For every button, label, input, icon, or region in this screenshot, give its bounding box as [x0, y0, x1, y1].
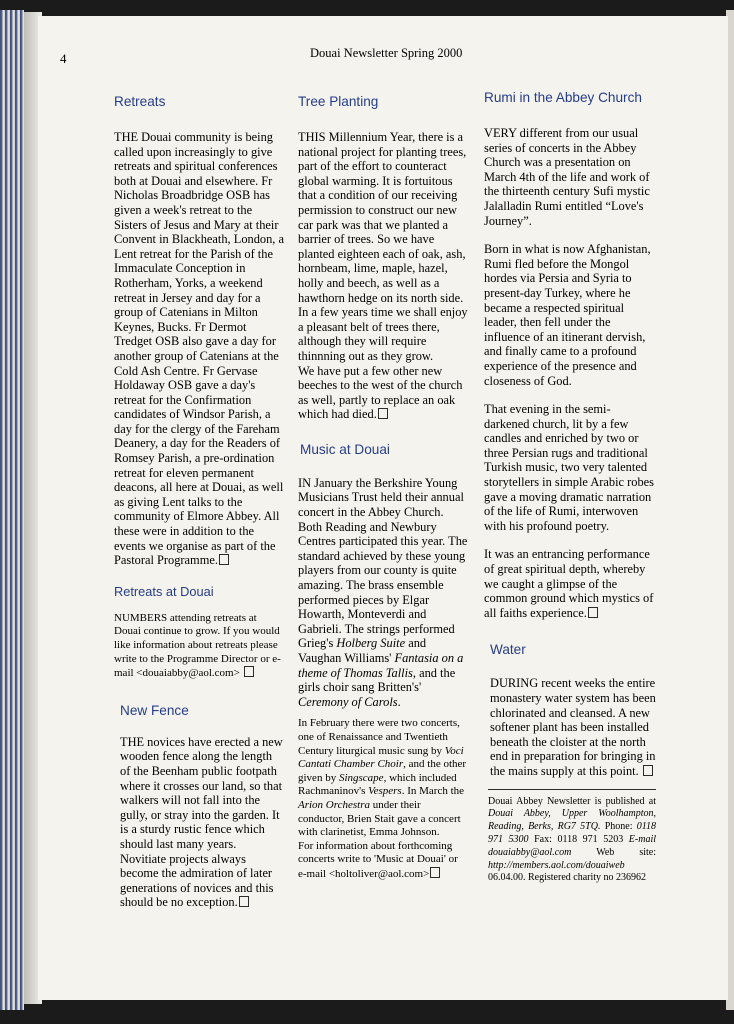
retreats-at-douai-text: NUMBERS attending retreats at Douai continue to grow. If you would like information about retreats please write to the Programme Director or e-mail <douaiabby@aol.com>: [114, 611, 281, 680]
rumi-text-3: That evening in the semi-darkened church, lit by a few candles and enriched by two or three Persian rugs and traditional Turkish music, two very talented storytellers in simple Arabic robes gave a moving dramatic narration of the life of Rumi, interwoven with his profound poetry.: [484, 402, 654, 533]
rumi-heading: Rumi in the Abbey Church: [484, 90, 642, 105]
new-fence-text: THE novices have erected a new wooden fence along the length of the Beenham public footpath where it crosses our land, so that walkers will not fall into the gully, or stray into the garden. It is a sturdy rustic fence which should last many years. Novitiate projects always become the admiration of later generations of novices and this should be no exception.: [120, 734, 283, 910]
running-head: Douai Newsletter Spring 2000: [310, 46, 463, 60]
retreats-heading: Retreats: [114, 94, 166, 109]
tree-planting-heading: Tree Planting: [298, 94, 379, 109]
column-left: [114, 94, 284, 920]
book-spine-edge: [0, 10, 24, 1010]
music-february-text: In February there were two concerts, one of Renaissance and Twentieth Century liturgical music sung by Voci Cantati Chamber Choir, and the other given by Singscape, which included Rachmaninov's Vespers. In March the Arion Orchestra under their conductor, Brien Stait gave a concert with clarinetist, Emma Johnson.: [298, 717, 467, 839]
end-mark-icon: [378, 408, 388, 419]
page-number: 4: [60, 51, 67, 66]
new-fence-heading: New Fence: [120, 702, 189, 718]
water-heading: Water: [490, 642, 526, 658]
music-text: IN January the Berkshire Young Musicians Trust held their annual concert in the Abbey Church. Both Reading and Newbury Centres participated this year. The standard achieved by these young players from our county is quite amazing. The brass ensemble performed pieces by Elgar Howarth, Monteverdi and Gabrieli. The strings performed Grieg's Holberg Suite and Vaughan Williams' Fantasia on a theme of Thomas Tallis, and the girls choir sang Britten's' Ceremony of Carols.: [298, 475, 468, 709]
tree-planting-text: THIS Millennium Year, there is a national project for planting trees, part of the effort to counteract global warming. It is fortuitous that a condition of our receiving permission to construct our new car park was that we planted a barrier of trees. So we have planted eighteen each of oak, ash, hornbeam, lime, maple, hazel, holly and beech, as well as a hawthorn hedge on its north side. In a few years time we shall enjoy a pleasant belt of trees there, although they will require thinnning out as they grow.: [298, 130, 468, 363]
publisher-footer: Douai Abbey Newsletter is published at Douai Abbey, Upper Woolhampton, Reading, Berks, RG7 5TQ. Phone: 0118 971 5300 Fax: 0118 971 5203 E-mail douaiabby@aol.com Web site: http://members.aol.com/douaiweb 06.04.00. Registered charity no 236962: [488, 795, 656, 884]
end-mark-icon: [430, 867, 440, 878]
end-mark-icon: [239, 896, 249, 907]
rumi-text-1: VERY different from our usual series of concerts in the Abbey Church was a presentation on March 4th of the life and work of the thirteenth century Sufi mystic Jalalladin Rumi entitled “Love's Journey”.: [484, 126, 650, 228]
rumi-text-4: It was an entrancing performance of great spiritual depth, whereby we caught a glimpse of the common ground which mystics of all faiths experience.: [484, 547, 654, 620]
retreats-at-douai-heading: Retreats at Douai: [114, 583, 214, 599]
music-info-text: For information about forthcoming concerts write to 'Music at Douai' or e-mail <holtoliver@aol.com>: [298, 839, 458, 880]
music-heading: Music at Douai: [300, 441, 390, 457]
end-mark-icon: [219, 554, 229, 565]
rumi-text-2: Born in what is now Afghanistan, Rumi fled before the Mongol hordes via Persia and Syria to present-day Turkey, where he became a respected spiritual leader, then fell under the influence of an itinerant dervish, and finally came to a profound experience of the presence and closeness of God.: [484, 242, 651, 388]
end-mark-icon: [643, 765, 653, 776]
end-mark-icon: [244, 666, 254, 677]
column-right: [484, 90, 656, 885]
retreats-text: THE Douai community is being called upon increasingly to give retreats and spiritual conferences both at Douai and elsewhere. Fr Nicholas Broadbridge OSB has given a week's retreat to the Sisters of Jesus and Mary at their Convent in Blackheath, London, a Lent retreat for the Parish of the Immaculate Conception in Rotherham, Yorks, a weekend retreat in Jersey and day for a group of Catenians in Milton Keynes, Bucks. Fr Dermot Tredget OSB also gave a day for another group of Catenians at the Cold Ash Centre. Fr Gervase Holdaway OSB gave a day's retreat for the Confirmation candidates of Windsor Parish, a day for the clergy of the Fareham Deanery, a day for the Readers of Romsey Parish, a pre-ordination retreat for eleven permanent deacons, all here at Douai, as well as giving Lent talks to the community of Elmore Abbey. All these were in addition to the events we organise as part of the Pastoral Programme.: [114, 130, 284, 568]
tree-planting-text-2: We have put a few other new beeches to the west of the church as well, partly to replace an oak which had died.: [298, 363, 463, 422]
water-text: DURING recent weeks the entire monastery water system has been chlorinated and cleansed. A new softener plant has been installed beneath the cloister at the north end in preparation for bringing in the mains supply at this point.: [490, 676, 656, 778]
end-mark-icon: [588, 607, 598, 618]
footer-rule: [488, 789, 656, 790]
column-middle: [298, 94, 468, 892]
